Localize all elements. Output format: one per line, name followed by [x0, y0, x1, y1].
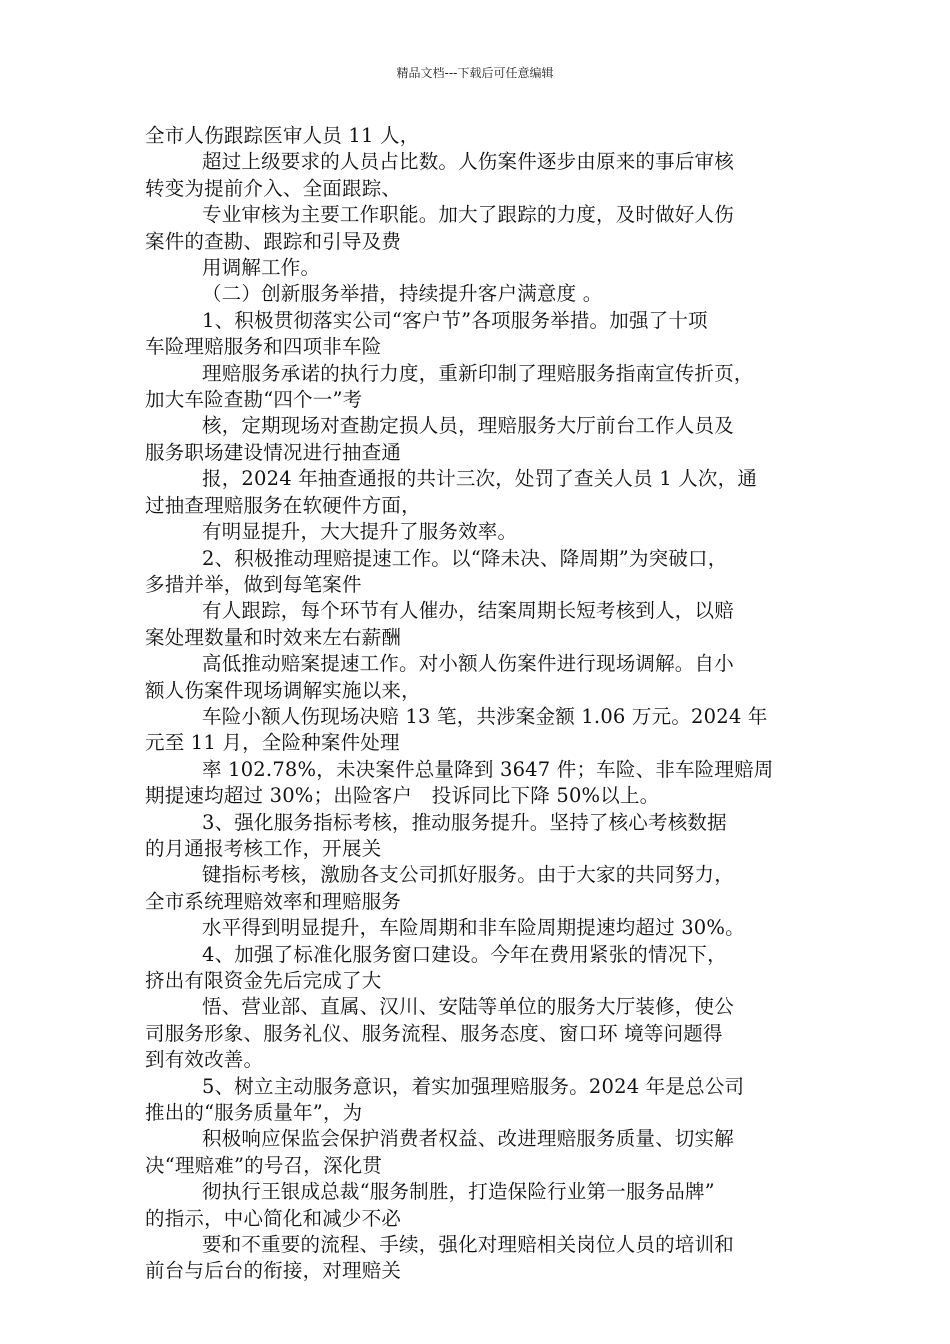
- text-line: 积极响应保监会保护消费者权益、改进理赔服务质量、切实解: [202, 1127, 734, 1151]
- page-header: 精品文档---下载后可任意编辑: [396, 66, 554, 80]
- text-line: 到有效改善。: [145, 1048, 264, 1072]
- text-line: 用调解工作。: [202, 256, 321, 280]
- text-line: 有明显提升，大大提升了服务效率。: [202, 520, 518, 544]
- text-line: 3、强化服务指标考核，推动服务提升。坚持了核心考核数据: [202, 810, 727, 834]
- text-line: 要和不重要的流程、手续，强化对理赔相关岗位人员的培训和: [202, 1233, 734, 1257]
- text-line: 过抽查理赔服务在软硬件方面，: [145, 493, 421, 517]
- text-line: 理赔服务承诺的执行力度，重新印制了理赔服务指南宣传折页，: [202, 361, 754, 385]
- text-line: 全市系统理赔效率和理赔服务: [145, 889, 402, 913]
- text-line: 报，2024 年抽查通报的共计三次，处罚了查关人员 1 人次，通: [202, 467, 758, 491]
- text-line: 案处理数量和时效来左右薪酬: [145, 625, 402, 649]
- text-line: 案件的查勘、跟踪和引导及费: [145, 229, 402, 253]
- text-line: 高低推动赔案提速工作。对小额人伤案件进行现场调解。自小: [202, 652, 734, 676]
- text-line: 司服务形象、服务礼仪、服务流程、服务态度、窗口环 境等问题得: [145, 1021, 723, 1045]
- text-line: 额人伤案件现场调解实施以来，: [145, 678, 421, 702]
- text-line: 彻执行王银成总裁“服务制胜，打造保险行业第一服务品牌”: [202, 1180, 715, 1204]
- text-line: 决“理赔难”的号召，深化贯: [145, 1153, 383, 1177]
- text-line: 全市人伤跟踪医审人员 11 人，: [145, 124, 420, 147]
- text-line: 服务职场建设情况进行抽查通: [145, 440, 402, 464]
- text-line: 车险小额人伤现场决赔 13 笔，共涉案金额 1.06 万元。2024 年: [202, 704, 768, 728]
- text-line: 率 102.78%，未决案件总量降到 3647 件；车险、非车险理赔周: [202, 757, 774, 781]
- text-line: 多措并举，做到每笔案件: [145, 572, 362, 596]
- text-line: 的月通报考核工作，开展关: [145, 836, 382, 860]
- text-line: 挤出有限资金先后完成了大: [145, 969, 382, 992]
- text-line: （二）创新服务举措，持续提升客户满意度 。: [202, 282, 603, 306]
- text-line: 前台与后台的衔接，对理赔关: [145, 1259, 402, 1283]
- text-line: 2、积极推动理赔提速工作。以“降未决、降周期”为突破口，: [202, 546, 728, 570]
- text-line: 4、加强了标准化服务窗口建设。今年在费用紧张的情况下，: [202, 942, 727, 966]
- document-body: [145, 123, 810, 1285]
- text-line: 加大车险查勘“四个一”考: [145, 388, 363, 412]
- text-line: 元至 11 月，全险种案件处理: [145, 731, 400, 755]
- text-line: 5、树立主动服务意识，着实加强理赔服务。2024 年是总公司: [202, 1074, 745, 1098]
- text-line: 1、积极贯彻落实公司“客户节”各项服务举措。加强了十项: [202, 308, 708, 332]
- text-line: 水平得到明显提升，车险周期和非车险周期提速均超过 30%。: [202, 916, 745, 940]
- text-line: 的指示，中心简化和减少不必: [145, 1206, 402, 1230]
- text-line: 核，定期现场对查勘定损人员，理赔服务大厅前台工作人员及: [202, 414, 734, 438]
- text-line: 转变为提前介入、全面跟踪、: [145, 176, 402, 200]
- text-line: 键指标考核，激励各支公司抓好服务。由于大家的共同努力，: [202, 863, 734, 887]
- text-line: 推出的“服务质量年”，为: [145, 1101, 363, 1125]
- text-line: 超过上级要求的人员占比数。人伤案件逐步由原来的事后审核: [202, 150, 734, 174]
- text-line: 车险理赔服务和四项非车险: [145, 335, 382, 359]
- text-line: 专业审核为主要工作职能。加大了跟踪的力度，及时做好人伤: [202, 203, 734, 227]
- text-line: 期提速均超过 30%；出险客户 投诉同比下降 50%以上。: [145, 784, 660, 808]
- text-line: 悟、营业部、直属、汉川、安陆等单位的服务大厅装修，使公: [202, 995, 734, 1019]
- text-line: 有人跟踪，每个环节有人催办，结案周期长短考核到人，以赔: [202, 599, 734, 623]
